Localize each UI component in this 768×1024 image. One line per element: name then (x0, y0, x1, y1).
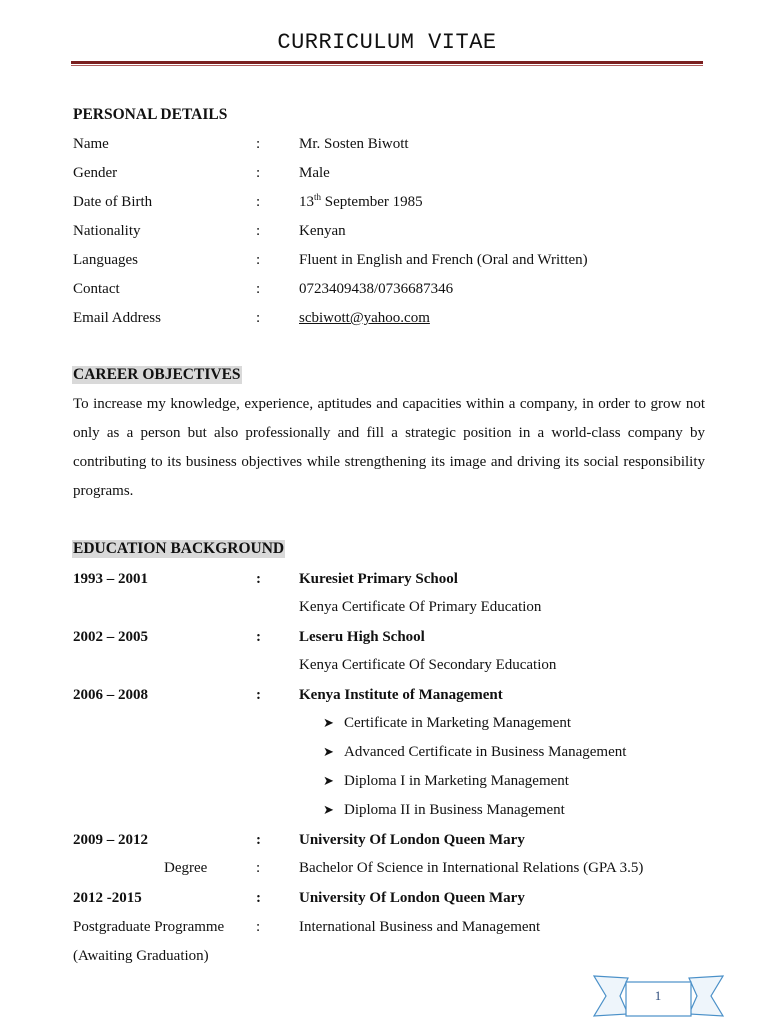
dob-label: Date of Birth (73, 194, 153, 210)
name-colon: : (256, 136, 261, 152)
degree-value: Bachelor Of Science in International Relations (GPA 3.5) (299, 860, 644, 876)
personal-details-heading: PERSONAL DETAILS (73, 106, 228, 123)
page-number: 1 (654, 988, 662, 1003)
email-colon: : (256, 310, 261, 326)
education-institution: Leseru High School (299, 629, 425, 645)
education-colon: : (256, 890, 261, 906)
career-objectives-text: To increase my knowledge, experience, aptitudes and capacities within a company, in order to grow not only as a person but also professionally and fill a strategic position in a world-class company by contributing to its business objectives while strengthening its image and driving its social responsibility programs. (73, 396, 705, 499)
title-divider (71, 61, 703, 66)
arrow-bullet-icon: ➤ (323, 773, 334, 788)
graduation-status: (Awaiting Graduation) (73, 948, 209, 964)
gender-label: Gender (73, 165, 118, 181)
postgraduate-value: International Business and Management (299, 919, 541, 935)
contact-colon: : (256, 281, 261, 297)
nationality-colon: : (256, 223, 261, 239)
email-label: Email Address (73, 310, 161, 326)
nationality-label: Nationality (73, 223, 141, 239)
name-label: Name (73, 136, 109, 152)
education-colon: : (256, 832, 261, 848)
languages-label: Languages (73, 252, 138, 268)
gender-colon: : (256, 165, 261, 181)
gender-value: Male (299, 165, 330, 181)
contact-label: Contact (73, 281, 120, 297)
postgraduate-label: Postgraduate Programme (73, 919, 225, 935)
arrow-bullet-icon: ➤ (323, 802, 334, 817)
arrow-bullet-icon: ➤ (323, 744, 334, 759)
education-institution: University Of London Queen Mary (299, 890, 525, 906)
certificate-item: Diploma I in Marketing Management (344, 773, 569, 789)
certificate-item: Certificate in Marketing Management (344, 715, 571, 731)
education-years: 1993 – 2001 (73, 571, 148, 587)
education-years: 2012 -2015 (73, 890, 142, 906)
dob-value (299, 193, 423, 211)
education-years: 2006 – 2008 (73, 687, 148, 703)
degree-label: Degree (164, 860, 208, 876)
education-colon: : (256, 571, 261, 587)
education-years: 2009 – 2012 (73, 832, 148, 848)
contact-value: 0723409438/0736687346 (299, 281, 454, 297)
certificate-item: Diploma II in Business Management (344, 802, 565, 818)
dob-day: 13 (299, 194, 314, 210)
languages-value: Fluent in English and French (Oral and Written) (299, 252, 588, 268)
education-colon: : (256, 687, 261, 703)
education-colon: : (256, 629, 261, 645)
languages-colon: : (256, 252, 261, 268)
career-objectives-heading: CAREER OBJECTIVES (73, 366, 241, 383)
page-title: CURRICULUM VITAE (277, 30, 497, 55)
education-institution: Kuresiet Primary School (299, 571, 458, 587)
dob-day-suffix: th (314, 192, 322, 202)
education-qualification: Kenya Certificate Of Primary Education (299, 599, 542, 615)
postgraduate-colon: : (256, 919, 261, 935)
degree-colon: : (256, 860, 261, 876)
education-background-heading: EDUCATION BACKGROUND (73, 540, 285, 557)
education-institution: Kenya Institute of Management (299, 687, 503, 703)
certificate-item: Advanced Certificate in Business Management (344, 744, 627, 760)
name-value: Mr. Sosten Biwott (299, 136, 409, 152)
education-institution: University Of London Queen Mary (299, 832, 525, 848)
arrow-bullet-icon: ➤ (323, 715, 334, 730)
education-years: 2002 – 2005 (73, 629, 148, 645)
education-qualification: Kenya Certificate Of Secondary Education (299, 657, 557, 673)
email-link[interactable]: scbiwott@yahoo.com (299, 310, 430, 326)
nationality-value: Kenyan (299, 223, 346, 239)
dob-month-year: September 1985 (321, 194, 423, 210)
dob-colon: : (256, 194, 261, 210)
